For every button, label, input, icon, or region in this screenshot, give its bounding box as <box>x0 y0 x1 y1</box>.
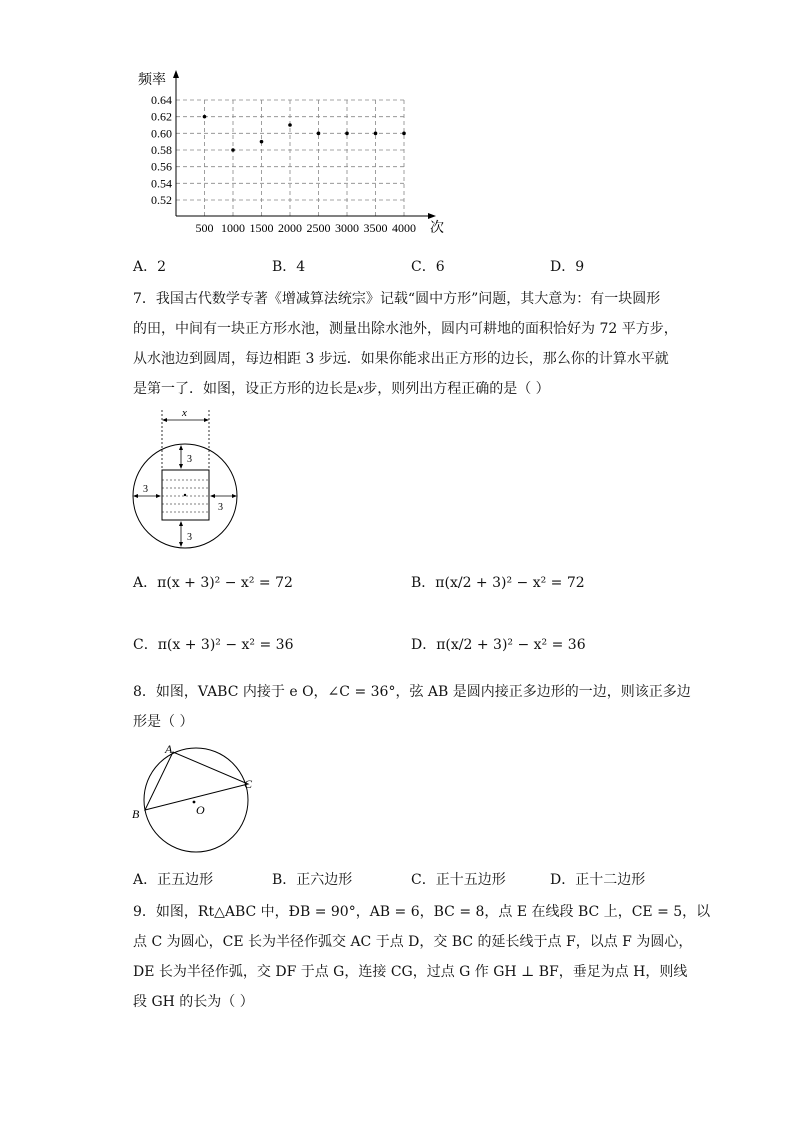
q6-option-d[interactable]: D．9 <box>550 259 585 275</box>
q6-option-a[interactable]: A．2 <box>133 259 167 275</box>
q8-inscribed-triangle-figure <box>128 740 264 856</box>
data-point-5 <box>345 132 349 136</box>
q7-option-c[interactable]: C．π(x + 3)² − x² = 36 <box>133 637 294 653</box>
chart-grid <box>176 100 404 216</box>
x-tick-label-4: 2500 <box>306 221 331 235</box>
q8-option-c[interactable]: C．正十五边形 <box>411 872 506 888</box>
q9-line-3: DE 长为半径作弧，交 DF 于点 G，连接 CG，过点 G 作 GH ⊥ BF，垂足为点 H，则线 <box>133 964 688 980</box>
y-tick-label-6: 0.64 <box>151 93 172 107</box>
x-tick-label-3: 2000 <box>278 221 302 235</box>
q7-line-4: 是第一了．如图，设正方形的边长是x步，则列出方程正确的是（ ） <box>133 381 550 397</box>
q7-label-left: 3 <box>143 484 148 495</box>
q7-line-1: 7．我国古代数学专著《增减算法统宗》记载“圆中方形”问题，其大意为：有一块圆形 <box>133 291 661 307</box>
q8-line-2: 形是（ ） <box>133 714 194 730</box>
frequency-scatter-chart <box>120 66 460 242</box>
q8-label-o: O <box>196 803 205 817</box>
chart-axes <box>173 70 436 219</box>
x-tick-label-5: 3000 <box>335 221 359 235</box>
q7-option-a[interactable]: A．π(x + 3)² − x² = 72 <box>133 575 293 591</box>
q6-option-c[interactable]: C．6 <box>411 259 445 275</box>
data-point-0 <box>203 115 207 119</box>
q7-circle-square-figure <box>125 404 245 550</box>
y-axis-arrow <box>173 70 179 78</box>
y-tick-label-5: 0.62 <box>151 109 172 124</box>
data-point-4 <box>317 132 321 136</box>
data-point-7 <box>402 132 406 136</box>
y-tick-labels <box>151 93 172 207</box>
q7-label-bottom: 3 <box>187 532 192 543</box>
q9-line-4: 段 GH 的长为（ ） <box>133 994 254 1010</box>
q9-line-1: 9．如图，Rt△ABC 中，ÐB = 90°，AB = 6，BC = 8，点 E 在线段 BC 上，CE = 5，以 <box>133 904 711 920</box>
data-point-1 <box>231 148 235 152</box>
q7-option-b[interactable]: B．π(x/2 + 3)² − x² = 72 <box>411 575 585 591</box>
y-axis-label: 频率 <box>138 73 166 88</box>
data-point-3 <box>288 123 292 127</box>
x-tick-label-2: 1500 <box>249 221 274 235</box>
x-tick-label-6: 3500 <box>363 221 388 235</box>
q8-label-b: B <box>132 807 140 821</box>
q7-label-right: 3 <box>218 502 223 513</box>
q8-option-b[interactable]: B．正六边形 <box>272 872 353 888</box>
x-tick-label-1: 1000 <box>221 221 245 235</box>
q7-line-3: 从水池边到圆周，每边相距 3 步远．如果你能求出正方形的边长，那么你的计算水平就 <box>133 351 669 367</box>
y-tick-label-1: 0.54 <box>151 176 172 191</box>
data-point-2 <box>260 140 264 144</box>
x-axis-label: 次 <box>430 221 444 236</box>
q7-option-d[interactable]: D．π(x/2 + 3)² − x² = 36 <box>411 637 586 653</box>
x-axis-arrow <box>428 213 436 219</box>
data-point-6 <box>374 132 378 136</box>
q8-label-c: C <box>244 777 253 791</box>
q7-label-top: 3 <box>187 454 192 465</box>
q8-line-1: 8．如图，VABC 内接于 e O，∠C = 36°，弦 AB 是圆内接正多边形的一边，则该正多边 <box>133 684 691 700</box>
y-tick-label-0: 0.52 <box>151 193 172 207</box>
q8-option-a[interactable]: A．正五边形 <box>133 872 214 888</box>
q7-label-x: x <box>182 407 187 419</box>
y-tick-label-2: 0.56 <box>151 159 172 174</box>
x-tick-label-7: 4000 <box>392 221 416 235</box>
q8-label-a: A <box>165 742 173 756</box>
q8-option-d[interactable]: D．正十二边形 <box>550 872 646 888</box>
q9-line-2: 点 C 为圆心，CE 长为半径作弧交 AC 于点 D，交 BC 的延长线于点 F，以点 F 为圆心， <box>133 934 693 950</box>
q7-line-2: 的田，中间有一块正方形水池，测量出除水池外，圆内可耕地的面积恰好为 72 平方步， <box>133 321 678 337</box>
y-tick-label-3: 0.58 <box>151 143 172 157</box>
y-tick-label-4: 0.60 <box>151 126 172 141</box>
x-tick-labels <box>196 221 417 235</box>
q6-option-b[interactable]: B．4 <box>272 259 306 275</box>
x-tick-label-0: 500 <box>195 221 214 235</box>
